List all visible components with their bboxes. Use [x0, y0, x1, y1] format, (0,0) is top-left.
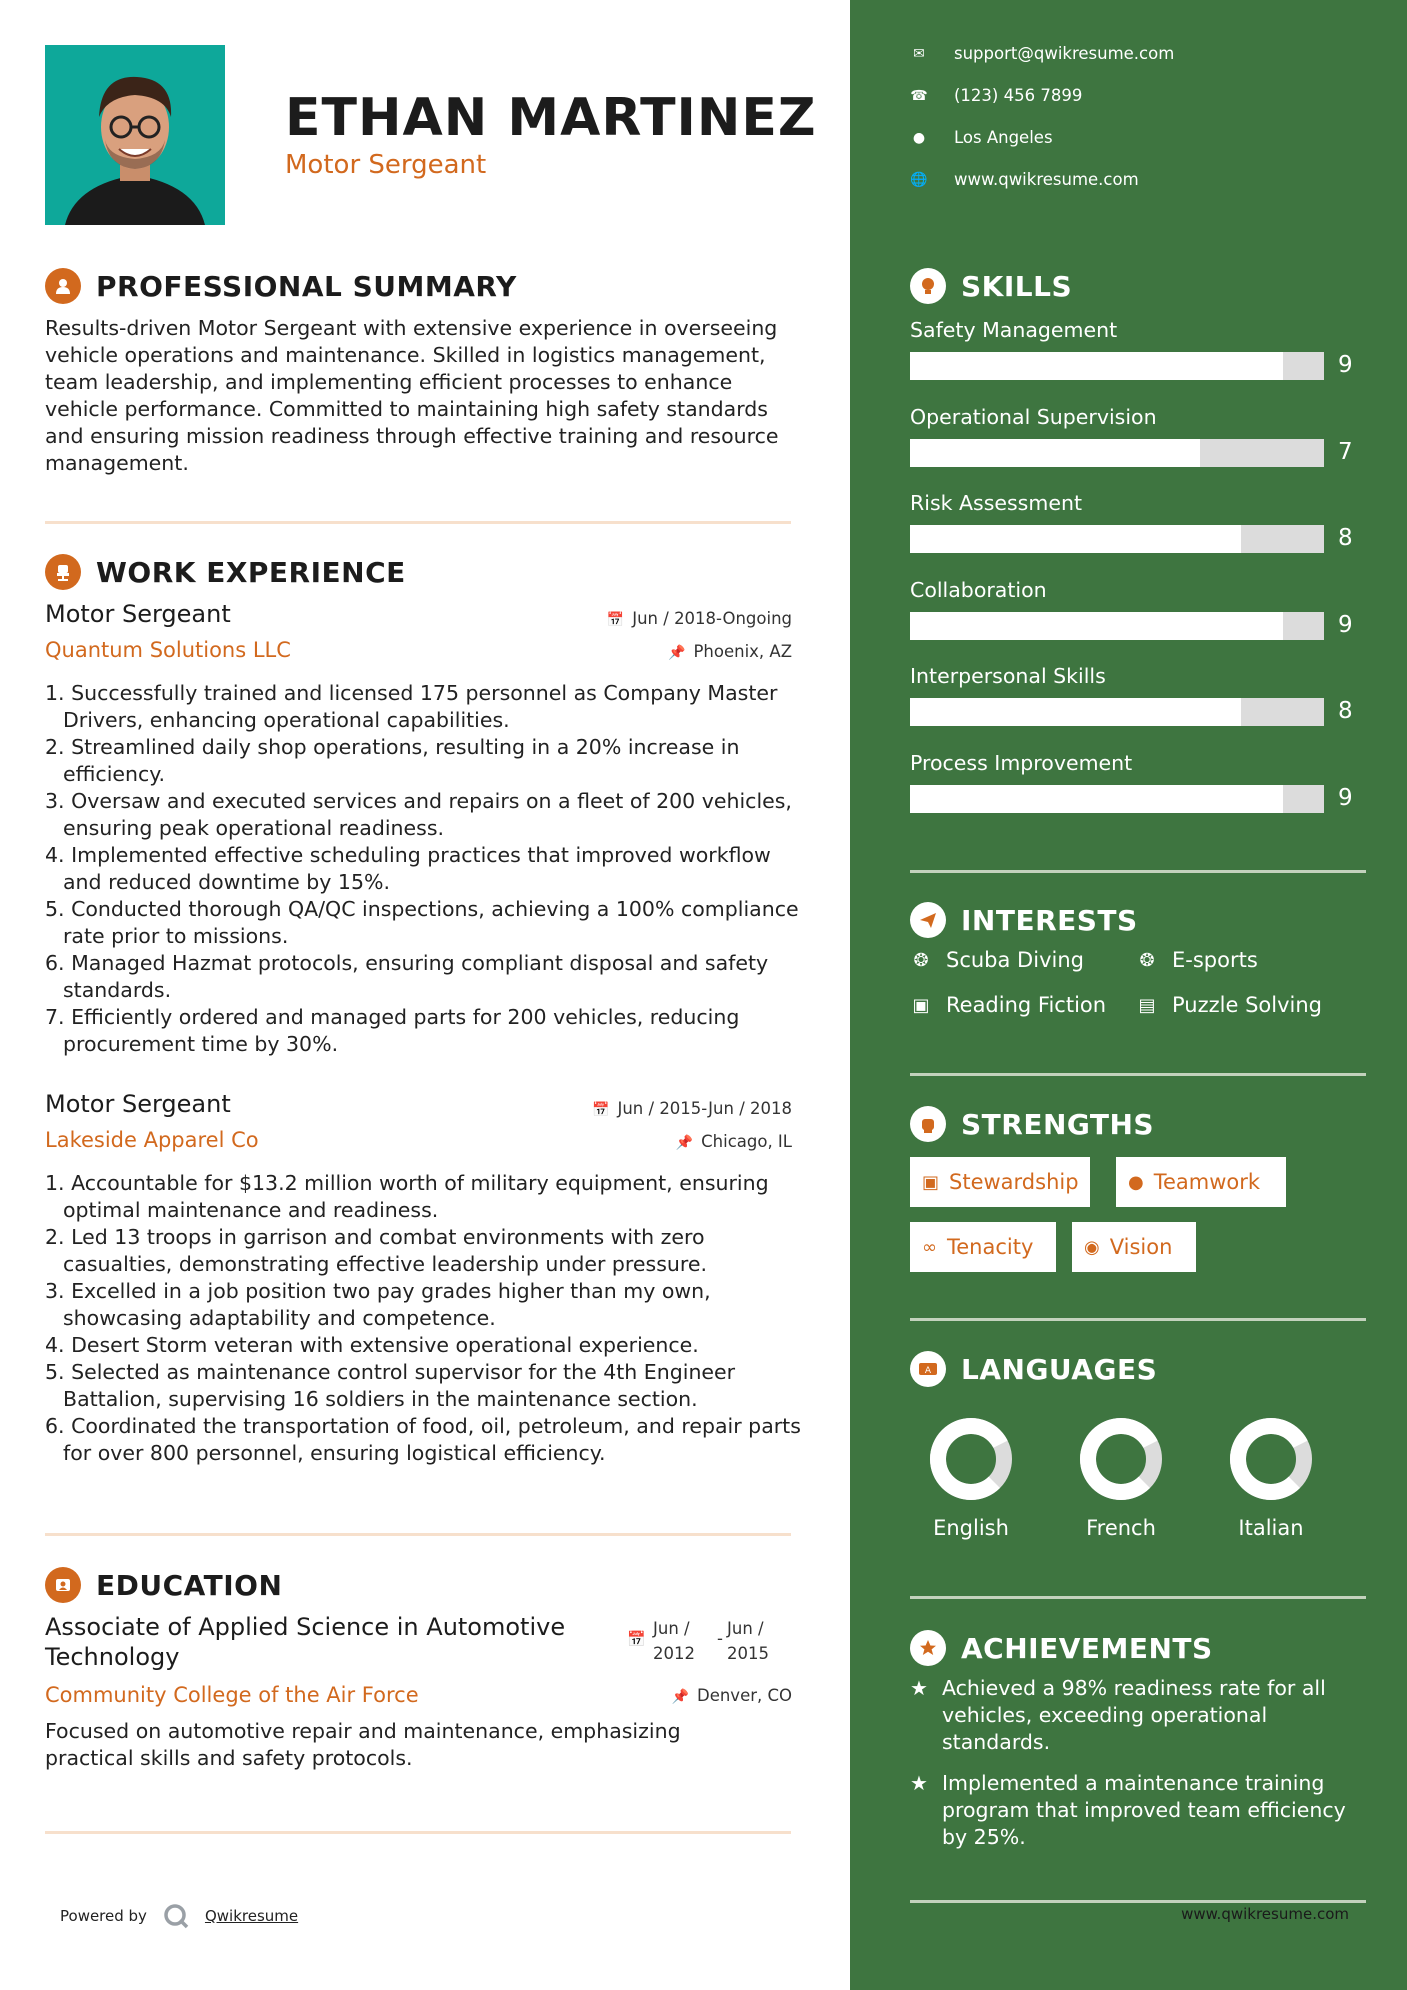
qwikresume-link[interactable]: Qwikresume [204, 1907, 299, 1925]
section-divider [45, 1533, 791, 1536]
list-item: 6. Coordinated the transportation of food, oil, petroleum, and repair parts for over 800 personnel, ensuring logistical efficiency. [45, 1414, 801, 1465]
sidebar-divider [910, 1900, 1366, 1903]
skills-title: SKILLS [961, 269, 1073, 303]
list-item: 2. Streamlined daily shop operations, resulting in a 20% increase in efficiency. [45, 735, 740, 786]
strengths-header [910, 1106, 1154, 1142]
job-location [676, 1132, 792, 1151]
strength-label: Stewardship [949, 1170, 1079, 1194]
skill-value: 9 [1338, 352, 1353, 378]
skill-label: Safety Management [910, 318, 1118, 342]
contact-phone [910, 86, 1082, 105]
job-dates [592, 1099, 792, 1118]
languages-header [910, 1351, 1157, 1387]
language-label: French [1086, 1516, 1156, 1540]
interests-title: INTERESTS [961, 903, 1138, 937]
pin-icon: 📌 [668, 645, 686, 661]
achievement-text: Implemented a maintenance training program that improved team efficiency by 25%. [942, 1771, 1346, 1849]
link-icon: ∞ [922, 1236, 937, 1258]
edu-end-year: 2015 [727, 1644, 769, 1663]
language-ring [1229, 1417, 1313, 1501]
section-divider [45, 521, 791, 524]
contact-email-text: support@qwikresume.com [954, 44, 1175, 63]
phone-icon: ☎ [910, 87, 928, 104]
edu-end-date [727, 1616, 769, 1666]
candidate-role: Motor Sergeant [285, 150, 487, 180]
strengths-title: STRENGTHS [961, 1107, 1155, 1141]
achievements-header [910, 1630, 1213, 1666]
book-icon: ▤ [1138, 994, 1156, 1016]
strength-tag [1116, 1157, 1286, 1207]
achievements-title: ACHIEVEMENTS [961, 1631, 1213, 1665]
candidate-name: ETHAN MARTINEZ [285, 88, 817, 148]
sidebar-divider [910, 1073, 1366, 1076]
skill-bar [910, 352, 1324, 380]
lifebuoy-icon: ❂ [1139, 949, 1155, 971]
powered-by-label: Powered by [60, 1907, 147, 1925]
map-pin-icon: ● [912, 129, 926, 146]
interest-label: Reading Fiction [946, 993, 1107, 1017]
skills-header [910, 268, 1072, 304]
achievement-item [910, 1770, 1356, 1851]
job-location [668, 642, 792, 661]
summary-title: PROFESSIONAL SUMMARY [96, 269, 517, 303]
contact-website-text: www.qwikresume.com [954, 170, 1139, 189]
job-dates-text: Jun / 2015-Jun / 2018 [617, 1099, 792, 1118]
edu-location [672, 1686, 792, 1705]
skill-value: 8 [1338, 698, 1353, 724]
lifebuoy-icon: ❂ [913, 949, 929, 971]
list-item: 5. Conducted thorough QA/QC inspections, achieving a 100% compliance rate prior to missions. [45, 897, 799, 948]
job-company: Lakeside Apparel Co [45, 1128, 259, 1152]
calendar-icon: 📅 [592, 1102, 610, 1118]
job-bullets [45, 1170, 805, 1467]
sidebar-divider [910, 1318, 1366, 1321]
skill-bar-fill [910, 525, 1241, 553]
interest-label: Puzzle Solving [1172, 993, 1322, 1017]
users-icon: ● [1128, 1171, 1144, 1193]
language-icon [910, 1351, 946, 1387]
language-ring [929, 1417, 1013, 1501]
list-item: 4. Desert Storm veteran with extensive operational experience. [45, 1333, 699, 1357]
strength-label: Tenacity [947, 1235, 1034, 1259]
list-item: 4. Implemented effective scheduling practices that improved workflow and reduced downtime by 15%. [45, 843, 771, 894]
paper-plane-icon [910, 902, 946, 938]
contact-location-text: Los Angeles [954, 128, 1053, 147]
strength-label: Vision [1109, 1235, 1173, 1259]
skill-bar [910, 785, 1324, 813]
skill-bar-fill [910, 785, 1283, 813]
edu-start-month: Jun / [653, 1619, 690, 1638]
job-location-text: Phoenix, AZ [693, 642, 792, 661]
skill-label: Risk Assessment [910, 491, 1082, 515]
interest-item [1136, 948, 1258, 972]
edu-start-year: 2012 [653, 1644, 695, 1663]
experience-header [45, 554, 406, 590]
job-company: Quantum Solutions LLC [45, 638, 291, 662]
experience-title: WORK EXPERIENCE [96, 555, 406, 589]
job-title: Motor Sergeant [45, 1090, 231, 1118]
list-item: 1. Successfully trained and licensed 175 personnel as Company Master Drivers, enhancing operational capabilities. [45, 681, 778, 732]
powered-by [60, 1903, 298, 1929]
strength-label: Teamwork [1153, 1170, 1261, 1194]
skill-bar [910, 525, 1324, 553]
star-badge-icon [910, 1630, 946, 1666]
degree-title: Associate of Applied Science in Automotive Technology [45, 1613, 566, 1671]
achievement-item [910, 1675, 1356, 1756]
education-header [45, 1567, 282, 1603]
skill-label: Interpersonal Skills [910, 664, 1106, 688]
user-icon [45, 268, 81, 304]
skill-bar [910, 612, 1324, 640]
fist-icon [910, 1106, 946, 1142]
briefcase-chair-icon [45, 554, 81, 590]
job-location-text: Chicago, IL [701, 1132, 792, 1151]
school-name: Community College of the Air Force [45, 1683, 419, 1707]
edu-description: Focused on automotive repair and maintenance, emphasizing practical skills and safety protocols. [45, 1719, 681, 1770]
graduation-icon [45, 1567, 81, 1603]
summary-header [45, 268, 517, 304]
strength-tag [910, 1157, 1090, 1207]
skill-value: 9 [1338, 784, 1353, 811]
gamepad-icon: ▣ [912, 994, 930, 1016]
edu-location-text: Denver, CO [696, 1686, 792, 1705]
job-title: Motor Sergeant [45, 600, 231, 628]
skill-bar [910, 439, 1324, 467]
summary-text: Results-driven Motor Sergeant with extensive experience in overseeing vehicle operations and maintenance. Skilled in logistics management, team leadership, and implementing efficient processes to enhance vehicle performance. Committed to maintaining high safety standards and ensuring mission readiness through effective training and resource management. [45, 316, 779, 475]
skill-bar-fill [910, 352, 1283, 380]
skill-label: Collaboration [910, 577, 1047, 602]
edu-end-month: Jun / [727, 1619, 764, 1638]
edu-date-separator: - [717, 1629, 723, 1648]
skill-value: 8 [1338, 525, 1353, 551]
list-item: 3. Excelled in a job position two pay grades higher than my own, showcasing adaptability and competence. [45, 1279, 711, 1330]
language-label: Italian [1238, 1516, 1304, 1540]
job-dates [607, 609, 792, 628]
section-divider [45, 1831, 791, 1834]
globe-icon: 🌐 [910, 171, 928, 188]
list-item: 1. Accountable for $13.2 million worth of military equipment, ensuring optimal maintenance and readiness. [45, 1171, 769, 1222]
strength-tag [1072, 1222, 1196, 1272]
list-item: 2. Led 13 troops in garrison and combat environments with zero casualties, demonstrating effective leadership under pressure. [45, 1225, 707, 1276]
contact-phone-text: (123) 456 7899 [954, 86, 1083, 105]
footer-website[interactable]: www.qwikresume.com [1181, 1905, 1349, 1923]
list-item: 3. Oversaw and executed services and repairs on a fleet of 200 vehicles, ensuring peak operational readiness. [45, 789, 792, 840]
job-dates-text: Jun / 2018-Ongoing [632, 609, 792, 628]
list-item: 6. Managed Hazmat protocols, ensuring compliant disposal and safety standards. [45, 951, 769, 1002]
contact-location [910, 128, 1053, 147]
skill-value: 7 [1338, 438, 1353, 465]
contact-website[interactable] [910, 170, 1139, 189]
achievement-text: Achieved a 98% readiness rate for all vehicles, exceeding operational standards. [942, 1676, 1326, 1754]
interest-label: Scuba Diving [946, 948, 1084, 972]
contact-email[interactable] [910, 44, 1174, 63]
skill-label: Process Improvement [910, 750, 1133, 775]
skill-bar [910, 698, 1324, 726]
star-icon: ★ [910, 1771, 928, 1795]
profile-photo [45, 45, 225, 225]
language-label: English [933, 1516, 1009, 1540]
list-item: 7. Efficiently ordered and managed parts for 200 vehicles, reducing procurement time by 30%. [45, 1005, 740, 1056]
lightbulb-icon [910, 268, 946, 304]
svg-text:A: A [924, 1366, 932, 1376]
sidebar-divider [910, 870, 1366, 873]
edu-start-date [653, 1616, 695, 1666]
envelope-icon: ✉ [913, 45, 925, 62]
star-icon: ★ [910, 1676, 928, 1700]
skill-label: Operational Supervision [910, 404, 1157, 429]
briefcase-icon: ▣ [922, 1171, 940, 1193]
pin-icon: 📌 [675, 1135, 694, 1151]
interest-item [910, 948, 1084, 972]
calendar-icon: 📅 [627, 1630, 646, 1648]
binoculars-icon: ◉ [1084, 1236, 1100, 1258]
education-title: EDUCATION [96, 1568, 283, 1602]
skill-bar-fill [910, 698, 1241, 726]
list-item: 5. Selected as maintenance control supervisor for the 4th Engineer Battalion, supervising 16 soldiers in the maintenance section. [45, 1360, 736, 1411]
skill-bar-fill [910, 439, 1200, 467]
calendar-icon: 📅 [606, 612, 625, 628]
interest-item [910, 993, 1106, 1017]
skill-value: 9 [1338, 611, 1353, 638]
interest-item [1136, 993, 1322, 1017]
language-ring [1079, 1417, 1163, 1501]
job-bullets [45, 680, 805, 1058]
skill-bar-fill [910, 612, 1283, 640]
pin-icon: 📌 [671, 1689, 689, 1705]
interests-header [910, 902, 1138, 938]
sidebar-divider [910, 1596, 1366, 1599]
interest-label: E-sports [1172, 948, 1258, 972]
qwikresume-logo-icon [163, 1903, 189, 1929]
strength-tag [910, 1222, 1056, 1272]
languages-title: LANGUAGES [961, 1352, 1158, 1386]
